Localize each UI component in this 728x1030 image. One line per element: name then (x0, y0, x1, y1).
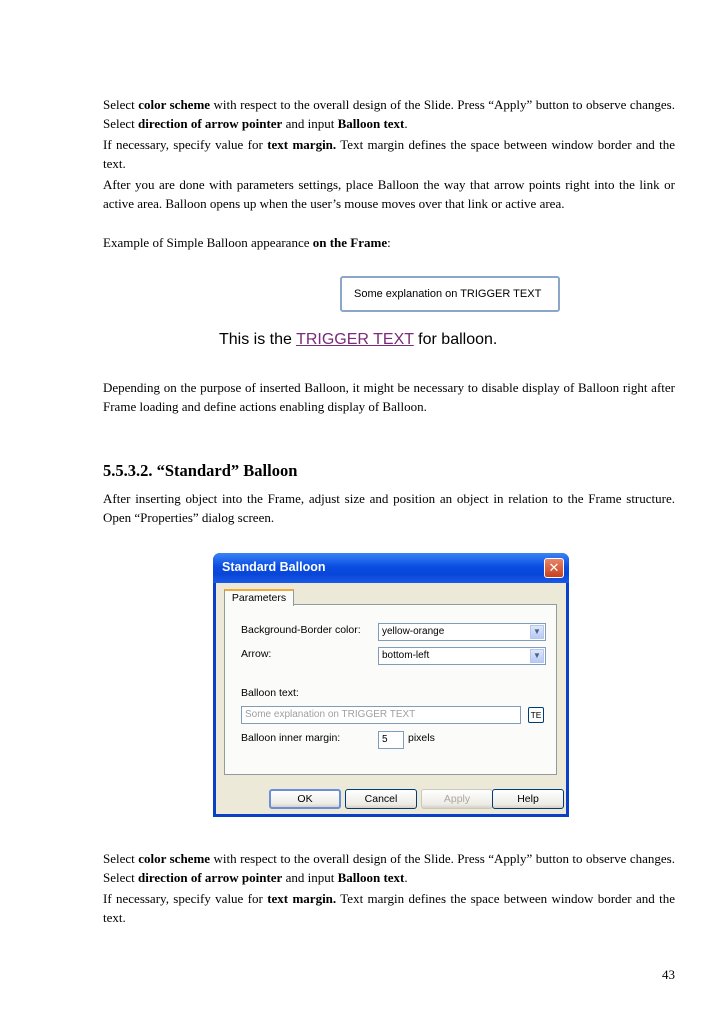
text: If necessary, specify value for (103, 891, 268, 906)
dialog-client (216, 583, 566, 814)
text: with respect to the overall design of the Slide. Press “Apply” button to observe changes. Select (103, 97, 675, 131)
bg-color-label: Background-Border color: (241, 624, 361, 636)
trigger-sentence (219, 331, 497, 349)
text: and input (282, 116, 338, 131)
dialog-title: Standard Balloon (222, 560, 326, 574)
bold-term: text margin. (267, 891, 337, 906)
paragraph-text-margin (103, 135, 675, 173)
inner-margin-label: Balloon inner margin: (241, 732, 341, 744)
chevron-down-icon[interactable]: ▼ (530, 625, 544, 639)
text: If necessary, specify value for (103, 137, 268, 152)
apply-button[interactable]: Apply (421, 789, 493, 809)
text: and input (282, 870, 338, 885)
cancel-button[interactable]: Cancel (345, 789, 417, 809)
parameters-panel (224, 604, 557, 775)
bold-term: direction of arrow pointer (138, 870, 283, 885)
arrow-select[interactable] (378, 647, 546, 665)
balloon-text: Some explanation on TRIGGER TEXT (354, 288, 542, 300)
bg-color-value: yellow-orange (382, 626, 445, 637)
text: for balloon. (413, 331, 498, 348)
text: This is the (219, 331, 297, 348)
dialog-titlebar[interactable] (213, 553, 569, 583)
text: with respect to the overall design of the Slide. Press “Apply” button to observe changes. Select (103, 851, 675, 885)
close-icon[interactable]: ✕ (544, 558, 564, 578)
bold-term: Balloon text (337, 116, 405, 131)
text: Select (103, 97, 139, 112)
text: Text margin defines the space between window border and the text. (103, 891, 675, 925)
tab-parameters[interactable]: Parameters (224, 589, 294, 606)
bold-term: direction of arrow pointer (138, 116, 283, 131)
inner-margin-input[interactable]: 5 (378, 731, 404, 749)
bold-term: color scheme (138, 97, 211, 112)
trigger-link[interactable]: TRIGGER TEXT (296, 331, 414, 348)
text: : (387, 235, 391, 250)
paragraph-text-margin-repeat (103, 889, 675, 927)
bg-color-select[interactable] (378, 623, 546, 641)
section-heading: 5.5.3.2. “Standard” Balloon (103, 461, 298, 480)
balloon-text-label: Balloon text: (241, 687, 299, 699)
text: . (404, 116, 408, 131)
ok-button[interactable]: OK (269, 789, 341, 809)
text: Select (103, 851, 139, 866)
paragraph-placement: After you are done with parameters settings, place Balloon the way that arrow points right into the link or active area. Balloon opens up when the user’s mouse moves over that link or active area. (103, 177, 675, 211)
balloon-text-input[interactable]: Some explanation on TRIGGER TEXT (241, 706, 521, 724)
bold-term: on the Frame (312, 235, 388, 250)
text: Text margin defines the space between window border and the text. (103, 137, 675, 171)
bold-term: text margin. (267, 137, 337, 152)
arrow-value: bottom-left (382, 650, 430, 661)
paragraph-color-scheme-repeat (103, 849, 675, 887)
paragraph-disable-display: Depending on the purpose of inserted Balloon, it might be necessary to disable display of Balloon right after Frame loading and define actions enabling display of Balloon. (103, 380, 675, 414)
bold-term: color scheme (138, 851, 211, 866)
arrow-label: Arrow: (241, 648, 272, 660)
paragraph-example (103, 233, 675, 252)
paragraph-properties: After inserting object into the Frame, adjust size and position an object in relation to the Frame structure. Open “Properties” dialog screen. (103, 491, 675, 525)
chevron-down-icon[interactable]: ▼ (530, 649, 544, 663)
paragraph-color-scheme (103, 95, 675, 133)
page-number: 43 (662, 967, 675, 982)
margin-unit-label: pixels (408, 732, 435, 744)
bold-term: Balloon text (337, 870, 405, 885)
text: Example of Simple Balloon appearance (103, 235, 313, 250)
help-button[interactable]: Help (492, 789, 564, 809)
standard-balloon-dialog (213, 553, 569, 817)
text-editor-button[interactable]: TE (528, 707, 544, 723)
balloon-example (340, 276, 560, 312)
text: . (404, 870, 408, 885)
